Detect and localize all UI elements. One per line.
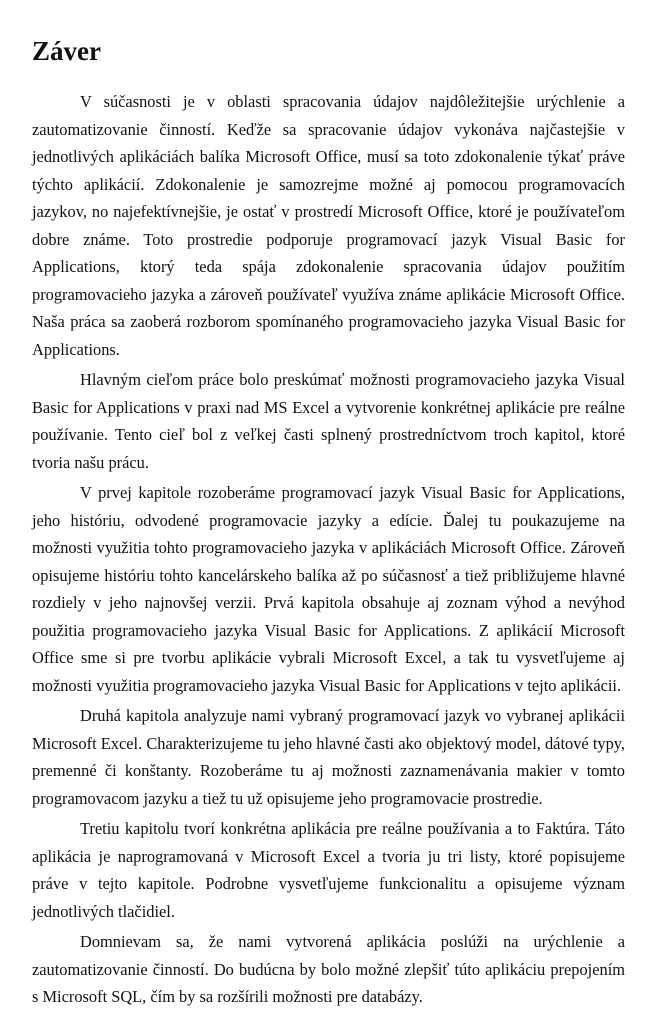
paragraph-conclusion: Domnievam sa, že nami vytvorená aplikácia poslúži na urýchlenie a zautomatizovanie činností. Do budúcna by bolo možné zlepšiť túto aplikáciu prepojením s Microsoft SQL, čím by sa rozšírili možnosti pre databázy. bbox=[32, 932, 625, 1006]
paragraph-chapter-one: V prvej kapitole rozoberáme programovací jazyk Visual Basic for Applications, jeho históriu, odvodené programovacie jazyky a edície. Ďalej tu poukazujeme na možnosti využitia tohto programovacieho jazyka v aplikáciách Microsoft Office. Zároveň opisujeme históriu tohto kancelárskeho balíka až po súčasnosť a tiež približujeme hlavné rozdiely v jeho najnovšej verzii. Prvá kapitola obsahuje aj zoznam výhod a nevýhod použitia programovacieho jazyka Visual Basic for Applications. Z aplikácií Microsoft Office sme si pre tvorbu aplikácie vybrali Microsoft Excel, a tak tu vysvetľujeme aj možnosti využitia programovacieho jazyka Visual Basic for Applications v tejto aplikácii. bbox=[32, 483, 625, 695]
paragraph-chapter-two: Druhá kapitola analyzuje nami vybraný programovací jazyk vo vybranej aplikácii Microsoft Excel. Charakterizujeme tu jeho hlavné časti ako objektový model, dátové typy, premenné či konštanty. Rozoberáme tu aj možnosti zaznamenávania makier v tomto programovacom jazyku a tiež tu už opisujeme jeho programovacie prostredie. bbox=[32, 706, 625, 808]
page-title: Záver bbox=[32, 36, 101, 66]
paragraph-intro: V súčasnosti je v oblasti spracovania údajov najdôležitejšie urýchlenie a zautomatizovanie činností. Keďže sa spracovanie údajov vykonáva najčastejšie v jednotlivých aplikáciách balíka Microsoft Office, musí sa toto zdokonalenie týkať práve týchto aplikácií. Zdokonalenie je samozrejme možné aj pomocou programovacích jazykov, no najefektívnejšie, je ostať v prostredí Microsoft Office, ktoré je používateľom dobre známe. Toto prostredie podporuje programovací jazyk Visual Basic for Applications, ktorý teda spája zdokonalenie spracovania údajov použitím programovacieho jazyka a zároveň používateľ využíva známe aplikácie Microsoft Office. Naša práca sa zaoberá rozborom spomínaného programovacieho jazyka Visual Basic for Applications. bbox=[32, 92, 625, 359]
paragraph-chapter-three: Tretiu kapitolu tvorí konkrétna aplikácia pre reálne používania a to Faktúra. Táto aplikácia je naprogramovaná v Microsoft Excel a tvoria ju tri listy, ktoré popisujeme práve v tejto kapitole. Podrobne vysvetľujeme funkcionalitu a opisujeme význam jednotlivých tlačidiel. bbox=[32, 819, 625, 921]
paragraph-goal: Hlavným cieľom práce bolo preskúmať možnosti programovacieho jazyka Visual Basic for Applications v praxi nad MS Excel a vytvorenie konkrétnej aplikácie pre reálne používanie. Tento cieľ bol z veľkej časti splnený prostredníctvom troch kapitol, ktoré tvoria našu prácu. bbox=[32, 370, 625, 472]
